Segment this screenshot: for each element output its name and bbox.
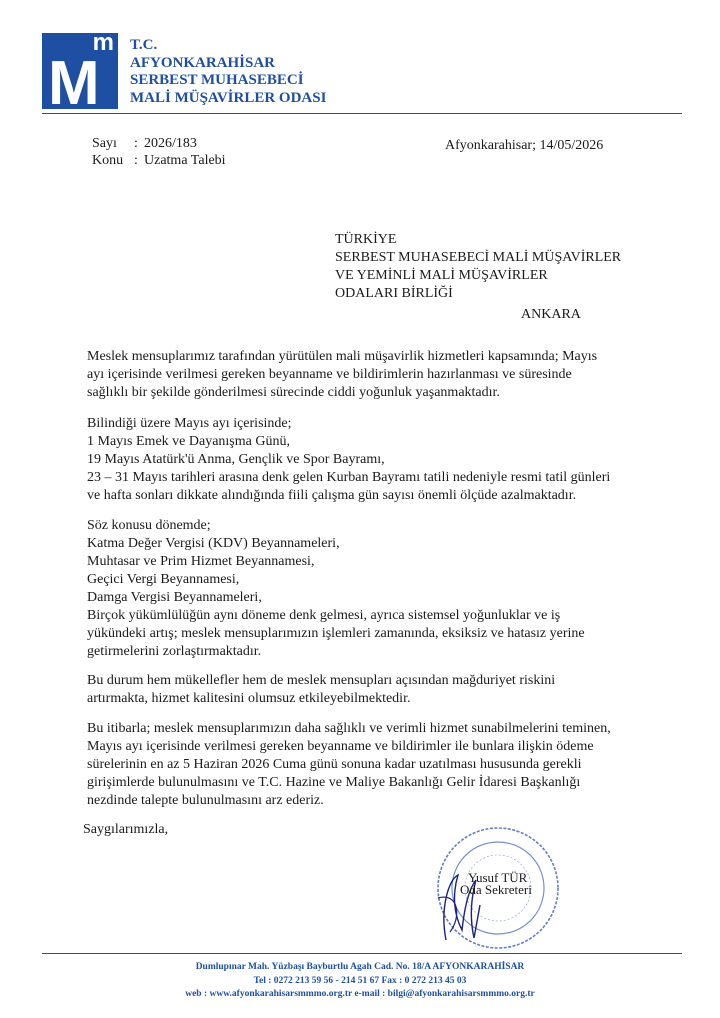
org-line: SERBEST MUHASEBECİ [130,72,304,88]
body-line: sağlıklı bir şekilde gönderilmesi sürecinde ciddi yoğunluk yaşanmaktadır. [87,385,500,400]
separator: : [134,153,138,168]
footer-web-email: web : www.afyonkarahisarsmmmo.org.tr e-mail : bilgi@afyonkarahisarsmmmo.org.tr [185,989,535,999]
body-line: Muhtasar ve Prim Hizmet Beyannamesi, [87,554,315,569]
reference-subject [92,153,226,169]
body-line: 23 – 31 Mayıs tarihleri arasına denk gelen Kurban Bayramı tatili nedeniyle resmi tatil günleri [87,470,611,485]
org-line: T.C. [130,37,158,53]
footer-divider [42,953,682,954]
signatory-title: Oda Sekreteri [460,882,532,897]
body-line: Bu durum hem mükellefler hem de meslek mensupları açısından mağduriyet riskini [87,673,556,688]
paragraph-intro [87,348,635,402]
body-line: Meslek mensuplarımız tarafından yürütülen mali müşavirlik hizmetleri kapsamında; Mayıs [87,349,598,364]
recipient-block [335,231,621,303]
signatory-name: Yusuf TÜR [468,870,528,885]
body-line: Mayıs ayı içerisinde verilmesi gereken beyanname ve bildirimler ile bunlara ilişkin ödeme [87,739,594,754]
header-divider [42,113,682,114]
paragraph-obligations [87,517,635,661]
body-line: 19 Mayıs Atatürk'ü Anma, Gençlik ve Spor Bayramı, [87,452,385,467]
sayi-label: Sayı [92,136,117,151]
reference-number [92,136,197,152]
body-line: Söz konusu dönemde; [87,518,211,533]
body-line: Bilindiği üzere Mayıs ayı içerisinde; [87,416,292,431]
sayi-value: 2026/183 [144,136,197,151]
logo-small-m: m [92,29,114,56]
konu-value: Uzatma Talebi [144,153,226,168]
body-line: getirmelerini zorlaştırmaktadır. [87,644,262,659]
body-line: nezdinde talepte bulunulmasını arz ederiz. [87,793,324,808]
konu-label: Konu [92,153,124,168]
body-line: 1 Mayıs Emek ve Dayanışma Günü, [87,434,290,449]
body-line: ve hafta sonları dikkate alındığında fiili çalışma gün sayısı önemli ölçüde azalmaktadır. [87,488,577,503]
body-line: Bu itibarla; meslek mensuplarımızın daha sağlıklı ve verimli hizmet sunabilmelerini teminen, [87,721,611,736]
recipient-line: TÜRKİYE [335,232,397,247]
body-line: Birçok yükümlülüğün aynı döneme denk gelmesi, ayrıca sistemsel yoğunluklar ve iş [87,608,561,623]
organization-name [130,37,326,107]
recipient-line: SERBEST MUHASEBECİ MALİ MÜŞAVİRLER [335,250,622,265]
paragraph-holidays [87,415,635,505]
org-line: AFYONKARAHİSAR [130,54,276,71]
body-line: artırmakta, hizmet kalitesini olumsuz etkileyebilmektedir. [87,691,411,706]
logo-big-m: M [48,49,100,118]
body-line: Geçici Vergi Beyannamesi, [87,572,240,587]
recipient-line: ODALARI BİRLİĞİ [335,286,453,301]
chamber-logo [42,29,118,118]
letter-date: Afyonkarahisar; 14/05/2026 [445,138,604,153]
body-line: yükündeki artış; meslek mensuplarımızın işlemleri zamanında, eksiksiz ve hatasız yerine [87,626,585,641]
body-line: Damga Vergisi Beyannameleri, [87,590,262,605]
body-line: ayı içerisinde verilmesi gereken beyanname ve bildirimlerin hazırlanması ve süresinde [87,367,572,382]
org-line: MALİ MÜŞAVİRLER ODASI [130,89,327,106]
closing-salutation: Saygılarımızla, [83,822,169,837]
paragraph-request [87,720,635,810]
paragraph-risk [87,672,635,708]
footer-phones: Tel : 0272 213 59 56 - 214 51 67 Fax : 0 272 213 45 03 [253,976,467,986]
body-line: Katma Değer Vergisi (KDV) Beyannameleri, [87,536,340,551]
recipient-line: VE YEMİNLİ MALİ MÜŞAVİRLER [335,268,548,283]
body-line: sürelerinin en az 5 Haziran 2026 Cuma günü sonuna kadar uzatılması hususunda gerekli [87,757,582,772]
recipient-city: ANKARA [521,307,581,322]
body-line: girişimlerde bulunulmasını ve T.C. Hazine ve Maliye Bakanlığı Gelir İdaresi Başkanlığı [87,775,581,790]
separator: : [134,136,138,151]
footer-address: Dumlupınar Mah. Yüzbaşı Bayburtlu Agah Cad. No. 18/A AFYONKARAHİSAR [195,962,525,972]
